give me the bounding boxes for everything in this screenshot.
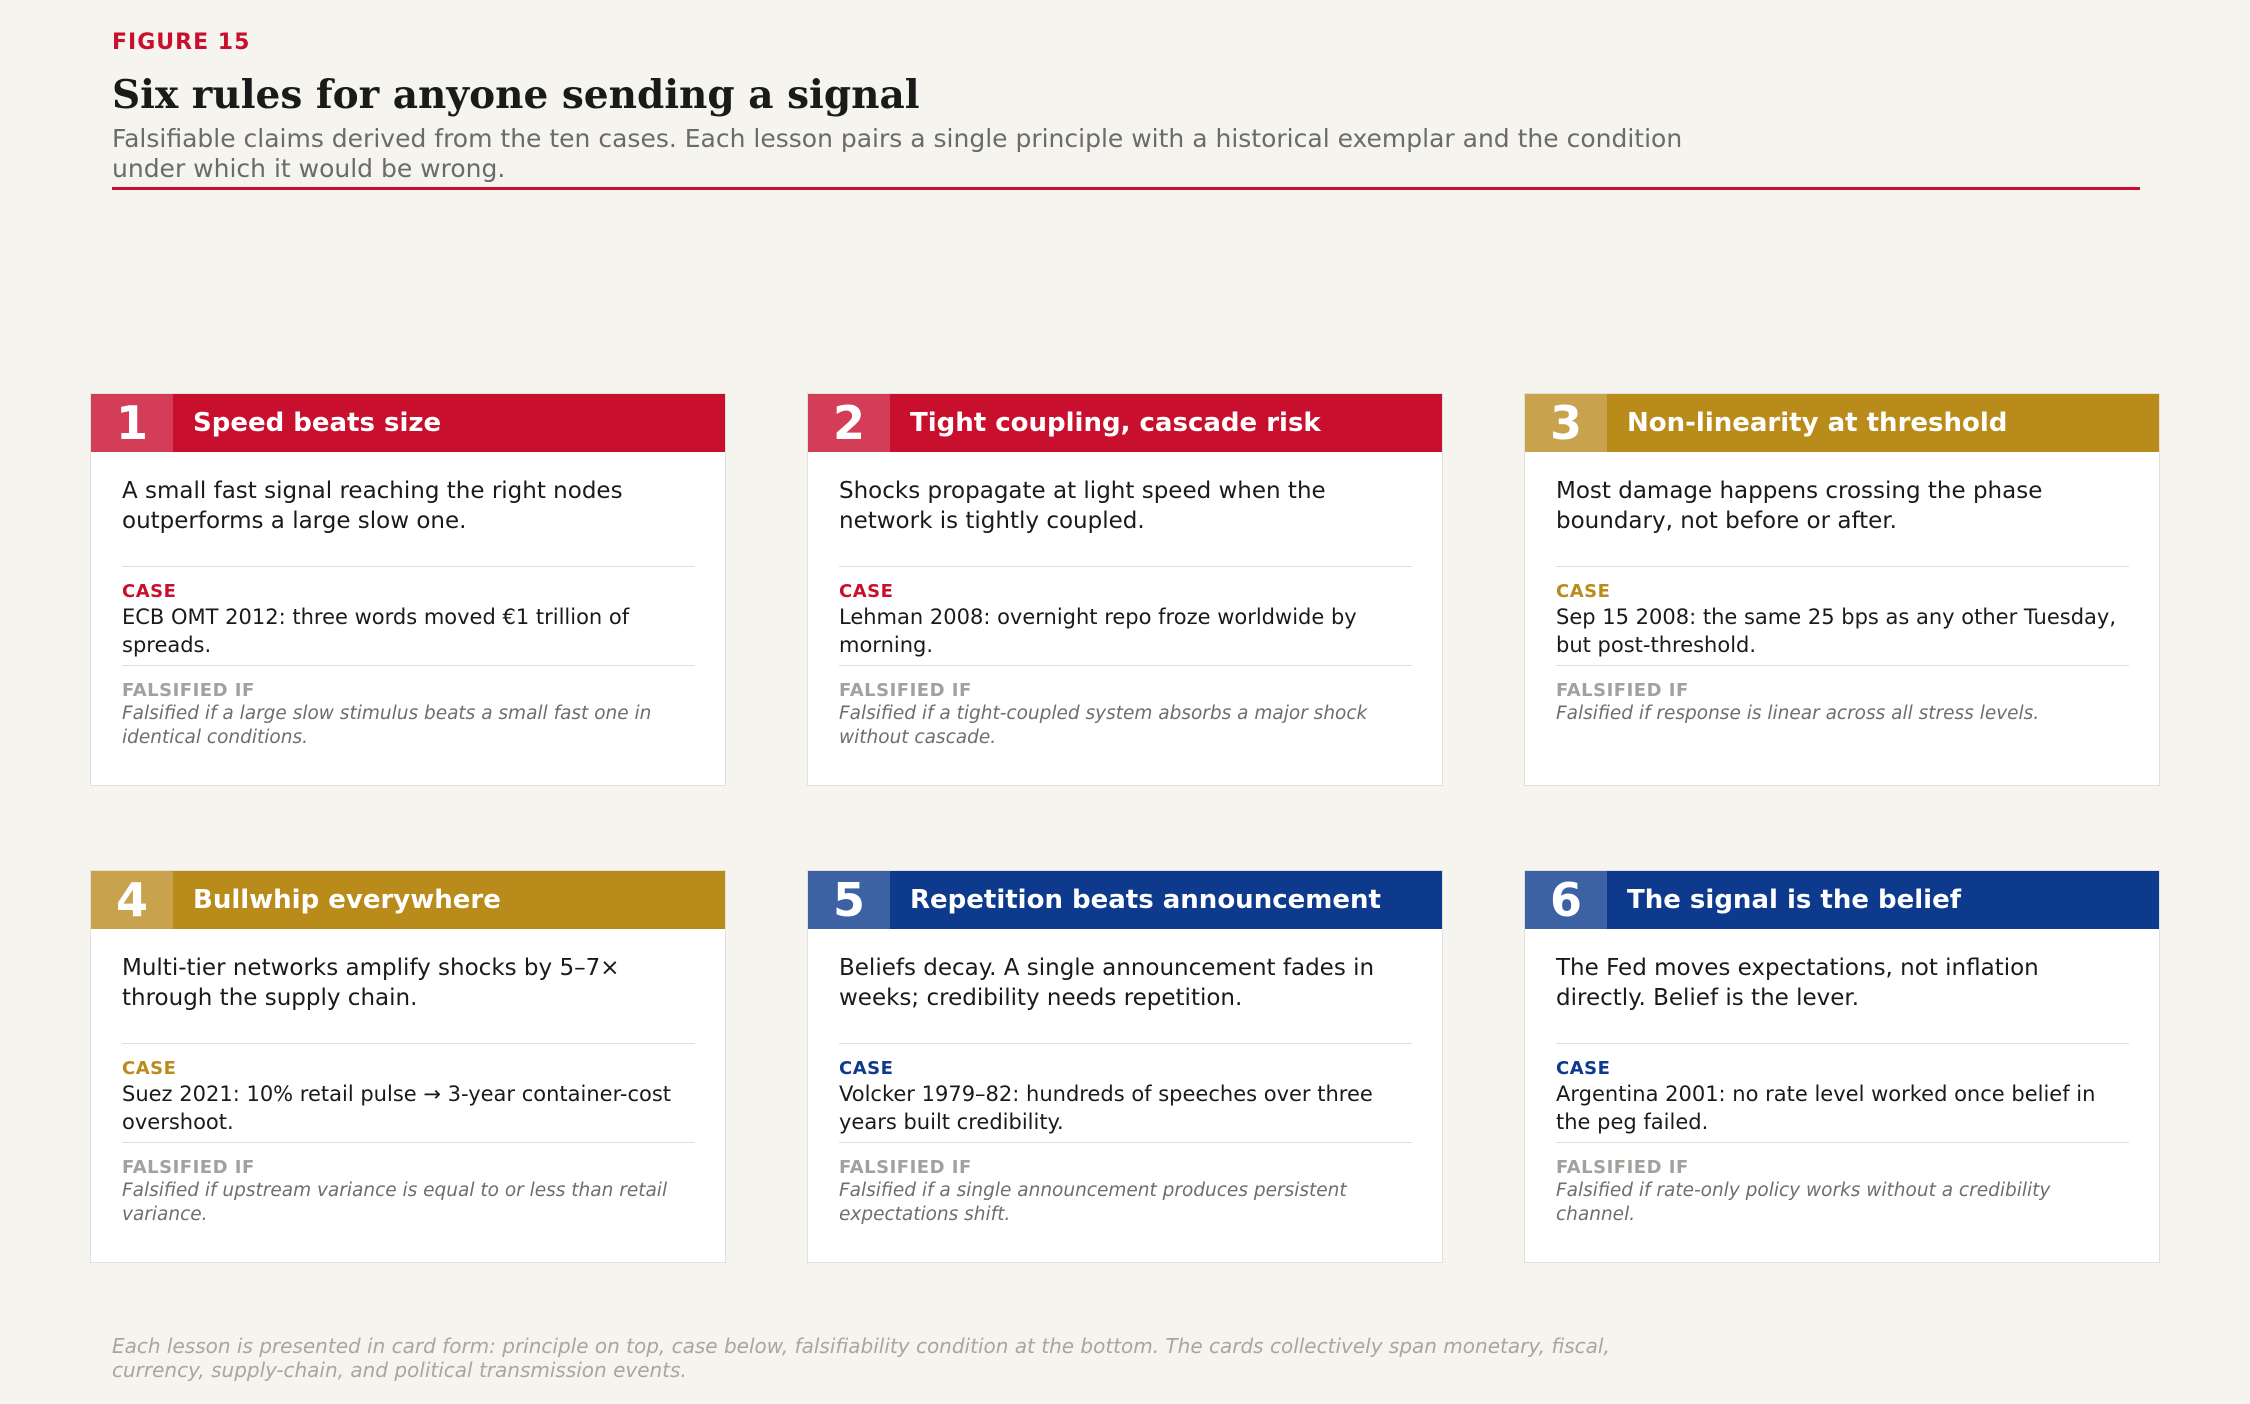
lesson-card: [1524, 393, 2160, 786]
card-number: 5: [808, 871, 890, 929]
card-principle: The Fed moves expectations, not inflation directly. Belief is the lever.: [1556, 953, 2129, 1044]
case-label: CASE: [839, 1058, 894, 1079]
lesson-card: [90, 393, 726, 786]
falsified-text: Falsified if a large slow stimulus beats a small fast one in identical conditions.: [122, 703, 652, 748]
falsified-label: FALSIFIED IF: [1556, 1157, 1689, 1178]
lesson-card: [1524, 870, 2160, 1263]
falsified-text: Falsified if upstream variance is equal to or less than retail variance.: [122, 1180, 668, 1225]
figure-title: Six rules for anyone sending a signal: [112, 72, 920, 118]
figure-header: [112, 30, 2140, 184]
lesson-card: [807, 870, 1443, 1263]
card-principle: Beliefs decay. A single announcement fades in weeks; credibility needs repetition.: [839, 953, 1412, 1044]
lesson-card: [90, 870, 726, 1263]
card-principle: Most damage happens crossing the phase boundary, not before or after.: [1556, 476, 2129, 567]
case-label: CASE: [122, 581, 177, 602]
falsified-label: FALSIFIED IF: [839, 680, 972, 701]
falsified-label: FALSIFIED IF: [839, 1157, 972, 1178]
case-text: Volcker 1979–82: hundreds of speeches over three years built credibility.: [839, 1080, 1412, 1143]
card-title: Repetition beats announcement: [910, 885, 1381, 915]
falsified-label: FALSIFIED IF: [122, 680, 255, 701]
card-principle: Multi-tier networks amplify shocks by 5–7× through the supply chain.: [122, 953, 695, 1044]
card-number: 6: [1525, 871, 1607, 929]
card-header: [1525, 871, 2159, 929]
card-body: [1525, 953, 2159, 1227]
figure-label: FIGURE 15: [112, 30, 251, 55]
falsified-label: FALSIFIED IF: [122, 1157, 255, 1178]
card-body: [808, 953, 1442, 1227]
card-number: 2: [808, 394, 890, 452]
case-text: Sep 15 2008: the same 25 bps as any other Tuesday, but post-threshold.: [1556, 603, 2129, 666]
case-label: CASE: [1556, 581, 1611, 602]
card-body: [808, 476, 1442, 750]
case-label: CASE: [1556, 1058, 1611, 1079]
card-title: Speed beats size: [193, 408, 442, 438]
card-title: Tight coupling, cascade risk: [910, 408, 1321, 438]
falsified-text: Falsified if rate-only policy works without a credibility channel.: [1556, 1180, 2051, 1225]
card-number: 1: [91, 394, 173, 452]
case-label: CASE: [839, 581, 894, 602]
card-title: The signal is the belief: [1627, 885, 1962, 915]
figure-subtitle: Falsifiable claims derived from the ten cases. Each lesson pairs a single principle with a historical exemplar and the condition under which it would be wrong.: [112, 124, 1683, 183]
falsified-label: FALSIFIED IF: [1556, 680, 1689, 701]
card-principle: Shocks propagate at light speed when the network is tightly coupled.: [839, 476, 1412, 567]
footnote: Each lesson is presented in card form: principle on top, case below, falsifiability condition at the bottom. The cards collectively span monetary, fiscal, currency, supply-chain, and political transmission events.: [112, 1334, 1610, 1382]
card-number: 4: [91, 871, 173, 929]
card-body: [91, 476, 725, 750]
card-body: [1525, 476, 2159, 726]
case-text: ECB OMT 2012: three words moved €1 trillion of spreads.: [122, 603, 695, 666]
lesson-card: [807, 393, 1443, 786]
card-header: [1525, 394, 2159, 452]
card-header: [808, 871, 1442, 929]
case-text: Argentina 2001: no rate level worked once belief in the peg failed.: [1556, 1080, 2129, 1143]
card-principle: A small fast signal reaching the right nodes outperforms a large slow one.: [122, 476, 695, 567]
card-title: Non-linearity at threshold: [1627, 408, 2008, 438]
card-header: [91, 394, 725, 452]
falsified-text: Falsified if response is linear across all stress levels.: [1556, 703, 2040, 724]
case-label: CASE: [122, 1058, 177, 1079]
card-title: Bullwhip everywhere: [193, 885, 501, 915]
card-header: [91, 871, 725, 929]
card-header: [808, 394, 1442, 452]
title-rule: [112, 187, 2140, 190]
card-number: 3: [1525, 394, 1607, 452]
case-text: Lehman 2008: overnight repo froze worldwide by morning.: [839, 603, 1412, 666]
falsified-text: Falsified if a tight-coupled system absorbs a major shock without cascade.: [839, 703, 1368, 748]
card-body: [91, 953, 725, 1227]
case-text: Suez 2021: 10% retail pulse → 3-year container-cost overshoot.: [122, 1080, 695, 1143]
falsified-text: Falsified if a single announcement produces persistent expectations shift.: [839, 1180, 1347, 1225]
